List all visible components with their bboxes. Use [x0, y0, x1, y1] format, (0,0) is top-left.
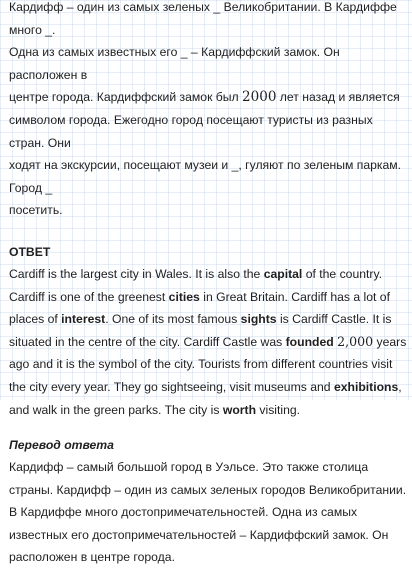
answer-fragment: visiting.	[256, 402, 301, 417]
translation-heading: Перевод ответа	[9, 438, 114, 453]
task-text-fragment: лет назад и является	[276, 90, 400, 105]
answer-keyword: cities	[168, 289, 200, 304]
answer-keyword: capital	[263, 266, 303, 281]
task-text-fragment: центре города. Кардиффский замок был	[9, 90, 243, 105]
task-line: ходят на экскурсии, посещают музеи и _, гуляют по зеленым паркам. Город _	[9, 158, 402, 195]
spacer	[9, 421, 407, 434]
task-line	[9, 86, 407, 109]
task-number: 2000	[242, 89, 277, 106]
task-text	[9, 0, 407, 222]
task-line: символом города. Ежегодно город посещают туристы из разных стран. Они	[9, 112, 373, 150]
answer-fragment: years ago and it is the symbol of the city. Tourists from different countries visit the city every year. They go sightseeing, visit museums and	[9, 334, 407, 394]
answer-fragment: in Great Britain. Cardiff has a lot of places of	[9, 289, 390, 327]
document	[9, 0, 407, 569]
task-line: Кардифф – один из самых зеленых _ Великобритании. В Кардиффе много _.	[9, 0, 397, 37]
task-line: посетить.	[9, 203, 63, 218]
answer-keyword: exhibitions	[333, 379, 399, 394]
answer-fragment: of the country. Cardiff is one of the greenest	[9, 266, 383, 304]
task-line: Одна из самых известных его _ – Кардиффский замок. Он расположен в	[9, 45, 340, 82]
answer-heading: ОТВЕТ	[9, 244, 51, 259]
answer-number: 2,000	[337, 333, 374, 349]
answer-fragment: . One of its most famous	[105, 312, 241, 327]
answer-fragment: , and walk in the green parks. The city is	[9, 379, 402, 417]
spacer	[9, 222, 407, 241]
answer-keyword: sights	[240, 312, 277, 327]
answer-keyword: interest	[61, 312, 106, 327]
answer-fragment: is Cardiff Castle. It is situated in the centre of the city. Cardiff Castle was	[9, 312, 392, 349]
answer-keyword: founded	[285, 334, 334, 349]
answer-fragment: Cardiff is the largest city in Wales. It is also the	[9, 266, 264, 281]
answer-text	[9, 263, 407, 421]
answer-keyword: worth	[222, 402, 257, 417]
translation-text: Кардифф – самый большой город в Уэльсе. Это также столица страны. Кардифф – один из самых зеленых городов Великобритании. В Кардиффе много достопримечательностей. Одна из самых известных его достопримечательностей – Кардиффский замок. Он расположен в центре города.	[9, 460, 407, 565]
